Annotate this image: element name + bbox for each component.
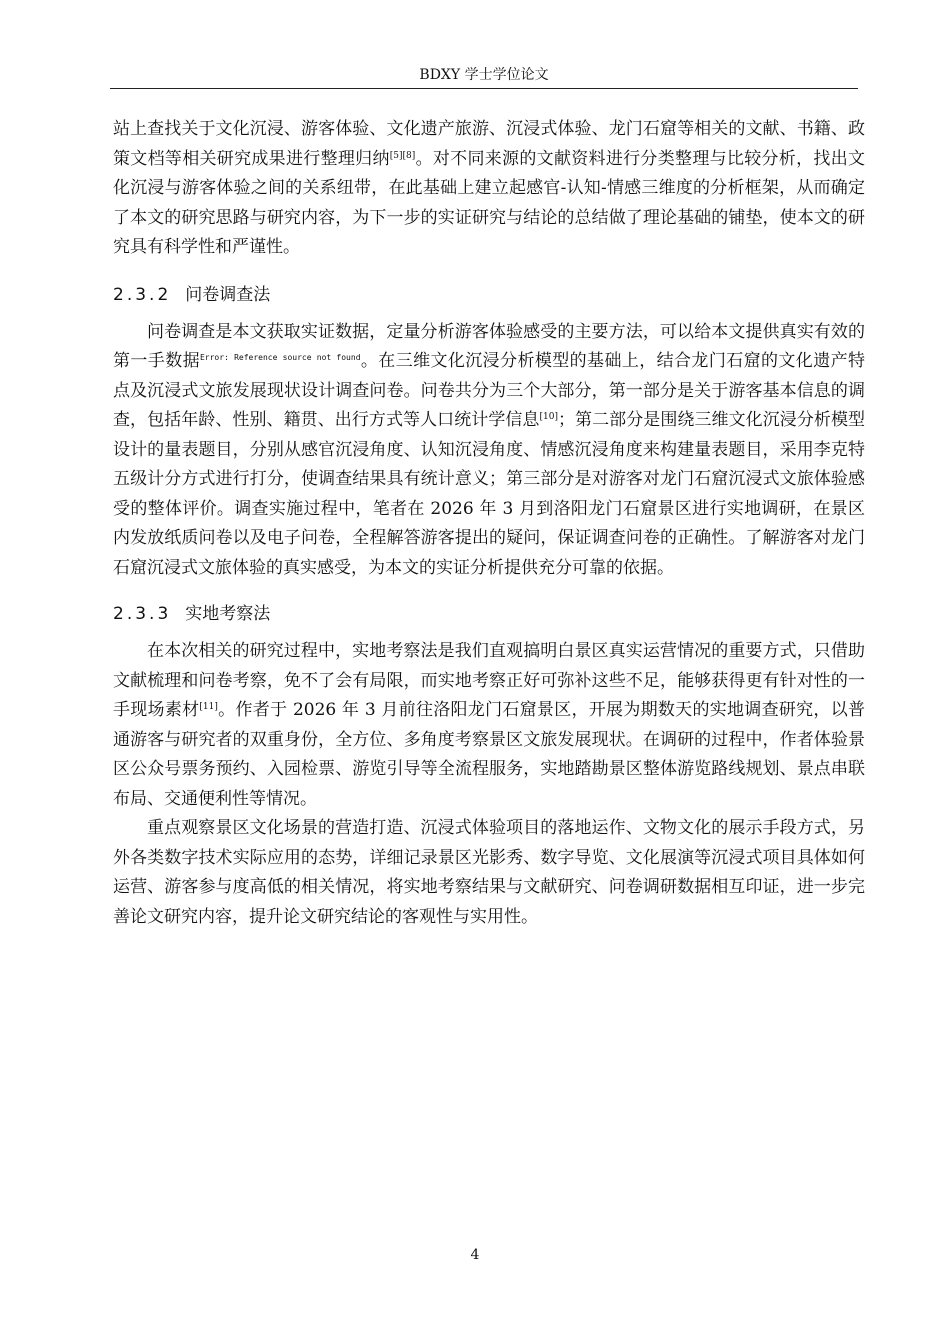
page-number: 4 xyxy=(470,1247,480,1263)
intro-text: 站上查找关于文化沉浸、游客体验、文化遗产旅游、沉浸式体验、龙门石窟等相关的文献、书籍、政策文档等相关研究成果进行整理归纳 xyxy=(113,119,865,169)
section-title: 实地考察法 xyxy=(185,604,271,624)
section-number: 2.3.3 xyxy=(113,604,172,624)
paragraph-text: 在本次相关的研究过程中，实地考察法是我们直观搞明白景区真实运营情况的重要方式，只借助文献梳理和问卷考察，免不了会有局限，而实地考察正好可弥补这些不足，能够获得更有针对性的一手现场素材 xyxy=(113,641,865,720)
section-heading-2-3-2 xyxy=(113,283,865,307)
paragraph-text: 问卷调查是本文获取实证数据，定量分析游客体验感受的主要方法，可以给本文提供真实有效的第一手数据 xyxy=(113,321,865,371)
intro-text-cont: 。对不同来源的文献资料进行分类整理与比较分析，找出文化沉浸与游客体验之间的关系纽带，在此基础上建立起感官-认知-情感三维度的分析框架，从而确定了本文的研究思路与研究内容，为下一步的实证研究与结论的总结做了理论基础的铺垫，使本文的研究具有科学性和严谨性。 xyxy=(113,148,866,257)
citation: [11] xyxy=(199,702,218,712)
fieldwork-paragraph-2: 重点观察景区文化场景的营造打造、沉浸式体验项目的落地运作、文物文化的展示手段方式，另外各类数字技术实际应用的态势，详细记录景区光影秀、数字导览、文化展演等沉浸式项目具体如何运营、游客参与度高低的相关情况，将实地考察结果与文献研究、问卷调研数据相互印证，进一步完善论文研究内容，提升论文研究结论的客观性与实用性。 xyxy=(113,818,865,927)
reference-error-note: Error: Reference source not found xyxy=(199,353,361,362)
section-number: 2.3.2 xyxy=(113,284,172,305)
citation: [10] xyxy=(539,412,558,422)
citation: [5][8] xyxy=(389,150,416,161)
running-header: BDXY 学士学位论文 xyxy=(419,67,549,83)
questionnaire-paragraph xyxy=(113,318,865,584)
header-rule xyxy=(110,88,858,89)
section-title: 问卷调查法 xyxy=(185,284,271,305)
intro-paragraph xyxy=(113,115,865,263)
paragraph-text-end: ；第二部分是围绕三维文化沉浸分析模型设计的量表题目，分别从感官沉浸角度、认知沉浸角度、情感沉浸角度来构建量表题目，采用李克特五级计分方式进行打分，使调查结果具有统计意义；第三部分是对游客对龙门石窟沉浸式文旅体验感受的整体评价。调查实施过程中，笔者在 2026 年 3 月到洛阳龙门石窟景区进行实地调研，在景区内发放纸质问卷以及电子问卷，全程解答游客提出的疑问，保证调查问卷的正确性。了解游客对龙门石窟沉浸式文旅体验的真实感受，为本文的实证分析提供充分可靠的依据。 xyxy=(113,410,866,578)
section-heading-2-3-3 xyxy=(113,602,865,626)
paragraph-text-cont: 。作者于 2026 年 3 月前往洛阳龙门石窟景区，开展为期数天的实地调查研究，以普通游客与研究者的双重身份，全方位、多角度考察景区文旅发展现状。在调研的过程中，作者体验景区公众号票务预约、入园检票、游览引导等全流程服务，实地踏勘景区整体游览路线规划、景点串联布局、交通便利性等情况。 xyxy=(113,700,865,809)
paragraph-text-cont: 。在三维文化沉浸分析模型的基础上，结合龙门石窟的文化遗产特点及沉浸式文旅发展现状设计调查问卷。问卷共分为三个大部分，第一部分是关于游客基本信息的调查，包括年龄、性别、籍贯、出行方式等人口统计学信息 xyxy=(113,351,865,430)
page-body xyxy=(113,115,865,932)
fieldwork-paragraph-1 xyxy=(113,637,865,814)
